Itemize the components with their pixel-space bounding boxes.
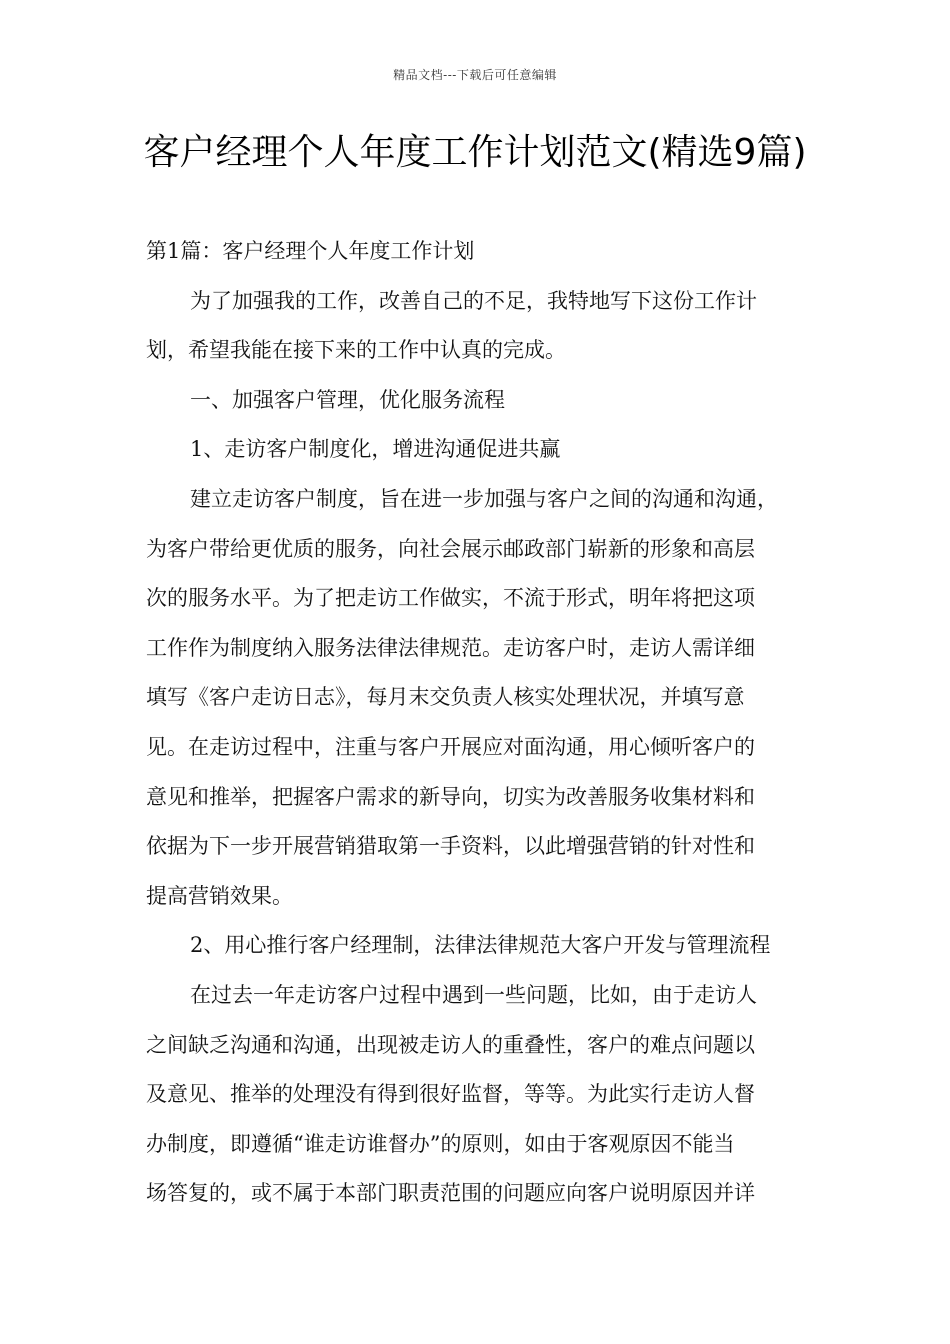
paragraph-line: 意见和推举，把握客户需求的新导向，切实为改善服务收集材料和 (146, 784, 755, 809)
paragraph-line: 划，希望我能在接下来的工作中认真的完成。 (146, 338, 566, 363)
paragraph-line: 第1篇：客户经理个人年度工作计划 (146, 239, 475, 263)
paragraph-line: 见。在走访过程中，注重与客户开展应对面沟通，用心倾听客户的 (146, 734, 755, 759)
paragraph-line: 提高营销效果。 (146, 883, 293, 908)
paragraph-line: 为了加强我的工作，改善自己的不足，我特地写下这份工作计 (190, 288, 757, 313)
paragraph-line: 填写《客户走访日志》，每月末交负责人核实处理状况，并填写意 (146, 685, 745, 710)
paragraph-line: 及意见、推举的处理没有得到很好监督，等等。为此实行走访人督 (146, 1082, 755, 1107)
paragraph-line: 工作作为制度纳入服务法律法律规范。走访客户时，走访人需详细 (146, 635, 755, 660)
paragraph-line: 2、用心推行客户经理制，法律法律规范大客户开发与管理流程 (190, 933, 771, 958)
paragraph-line: 为客户带给更优质的服务，向社会展示邮政部门崭新的形象和高层 (146, 536, 755, 561)
paragraph-line: 一、加强客户管理，优化服务流程 (190, 387, 505, 412)
header-note: 精品文档---下载后可任意编辑 (393, 68, 557, 82)
document-title: 客户经理个人年度工作计划范文(精选9篇) (143, 132, 807, 173)
paragraph-line: 之间缺乏沟通和沟通，出现被走访人的重叠性，客户的难点问题以 (146, 1032, 755, 1057)
paragraph-line: 建立走访客户制度，旨在进一步加强与客户之间的沟通和沟通， (190, 486, 778, 511)
paragraph-line: 在过去一年走访客户过程中遇到一些问题，比如，由于走访人 (190, 982, 757, 1007)
paragraph-line: 1、走访客户制度化，增进沟通促进共赢 (190, 437, 561, 462)
paragraph-line: 依据为下一步开展营销猎取第一手资料，以此增强营销的针对性和 (146, 834, 755, 859)
document-body (146, 227, 826, 1219)
paragraph-line: 办制度，即遵循“谁走访谁督办”的原则，如由于客观原因不能当 (146, 1131, 735, 1156)
paragraph-line: 次的服务水平。为了把走访工作做实，不流于形式，明年将把这项 (146, 586, 755, 611)
paragraph-line: 场答复的，或不属于本部门职责范围的问题应向客户说明原因并详 (146, 1181, 755, 1206)
